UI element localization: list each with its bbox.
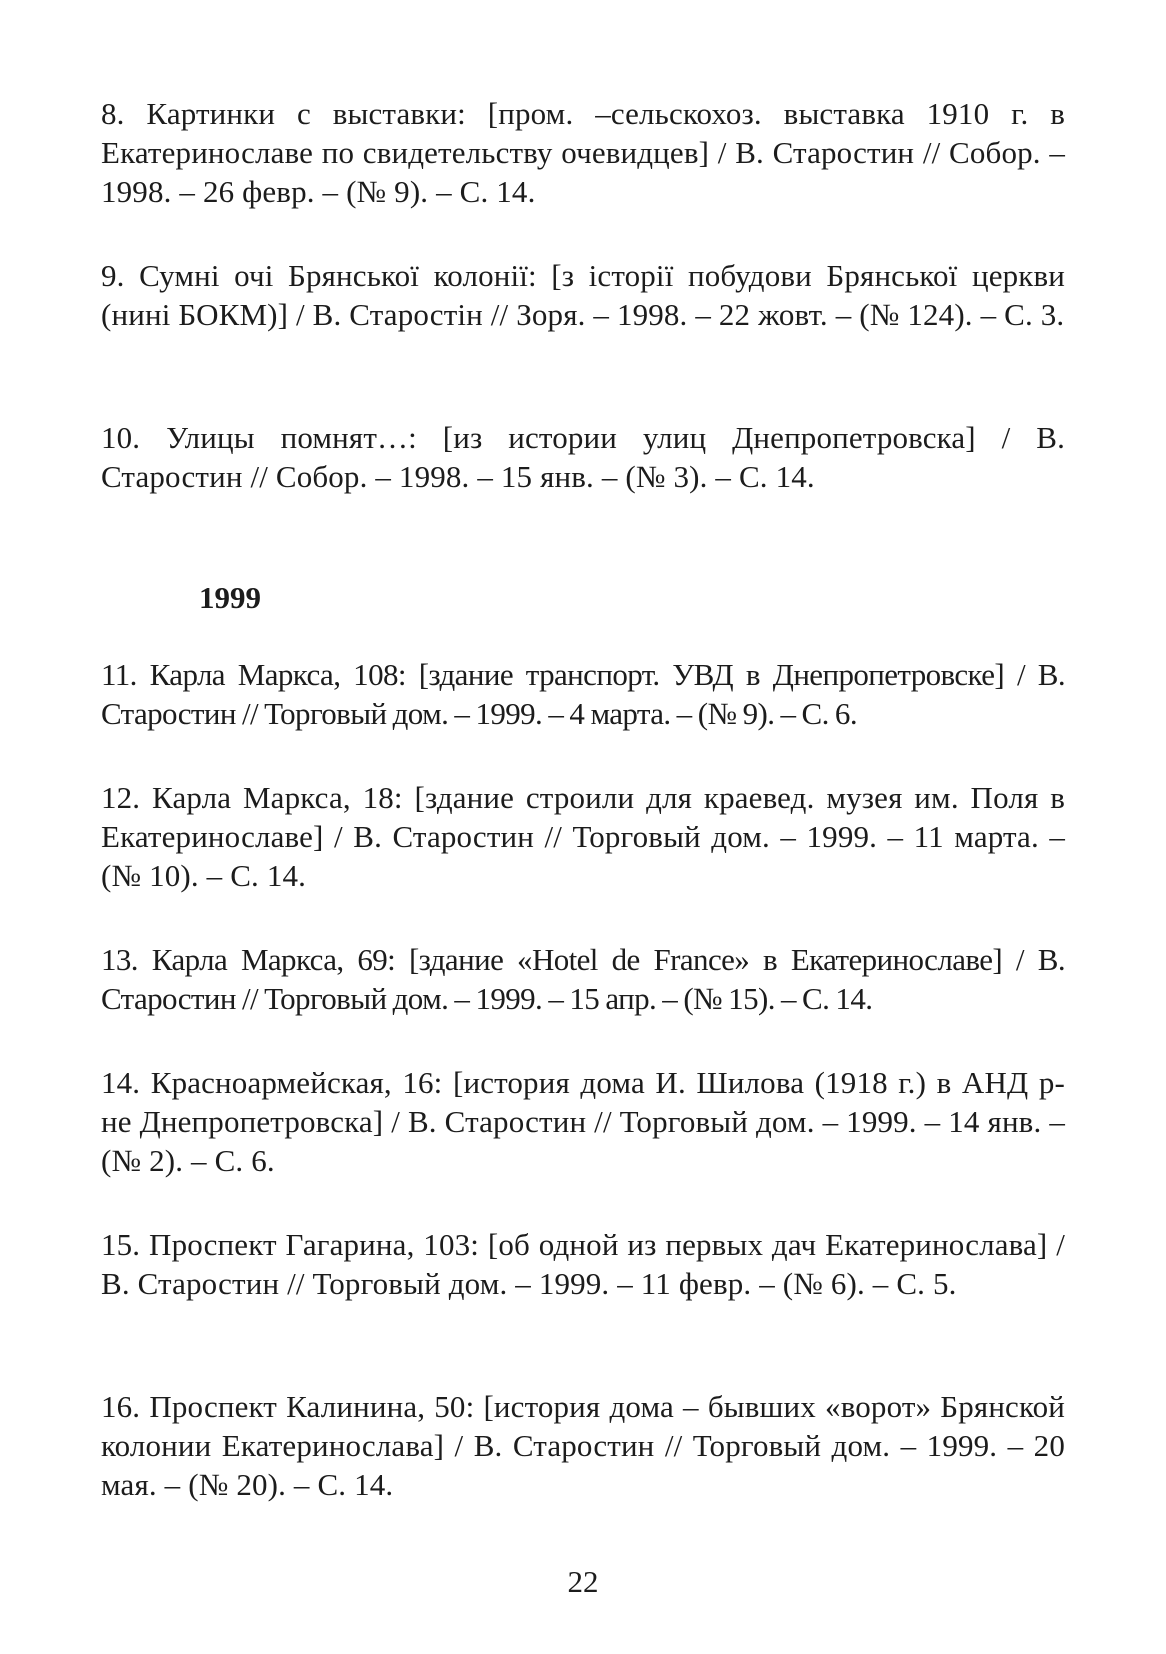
bibliography-entry-11: 11. Карла Маркса, 108: [здание транспорт. УВД в Днепропетровске] / В. Старостин // Торговый дом. – 1999. – 4 марта. – (№ 9). – С. 6. xyxy=(101,657,1065,731)
bibliography-entry-9: 9. Сумні очі Брянської колонії: [з історії побудови Брянської церкви (нині БОКМ)] / В. Старостін // Зоря. – 1998. – 22 жовт. – (№ 124). – С. 3. xyxy=(101,258,1065,332)
bibliography-entry-12: 12. Карла Маркса, 18: [здание строили для краевед. музея им. Поля в Екатеринославе] / В. Старостин // Торговый дом. – 1999. – 11 марта. – (№ 10). – С. 14. xyxy=(101,780,1065,893)
bibliography-entry-14: 14. Красноармейская, 16: [история дома И. Шилова (1918 г.) в АНД р-не Днепропетровска] / В. Старостин // Торговый дом. – 1999. – 14 янв. – (№ 2). – С. 6. xyxy=(101,1065,1065,1178)
bibliography-entry-16: 16. Проспект Калинина, 50: [история дома – бывших «ворот» Брянской колонии Екатеринослава] / В. Старостин // Торговый дом. – 1999. – 20 мая. – (№ 20). – С. 14. xyxy=(101,1389,1065,1502)
bibliography-entry-13: 13. Карла Маркса, 69: [здание «Hotel de France» в Екатеринославе] / В. Старостин // Торговый дом. – 1999. – 15 апр. – (№ 15). – С. 14. xyxy=(101,942,1065,1016)
page-number: 22 xyxy=(567,1564,599,1599)
year-heading: 1999 xyxy=(199,580,261,615)
bibliography-entry-8: 8. Картинки с выставки: [пром. –сельскохоз. выставка 1910 г. в Екатеринославе по свидетельству очевидцев] / В. Старостин // Собор. – 1998. – 26 февр. – (№ 9). – С. 14. xyxy=(101,96,1065,209)
bibliography-entry-15: 15. Проспект Гагарина, 103: [об одной из первых дач Екатеринослава] / В. Старостин // Торговый дом. – 1999. – 11 февр. – (№ 6). – С. 5. xyxy=(101,1227,1065,1301)
bibliography-entry-10: 10. Улицы помнят…: [из истории улиц Днепропетровска] / В. Старостин // Собор. – 1998. – 15 янв. – (№ 3). – С. 14. xyxy=(101,420,1065,494)
